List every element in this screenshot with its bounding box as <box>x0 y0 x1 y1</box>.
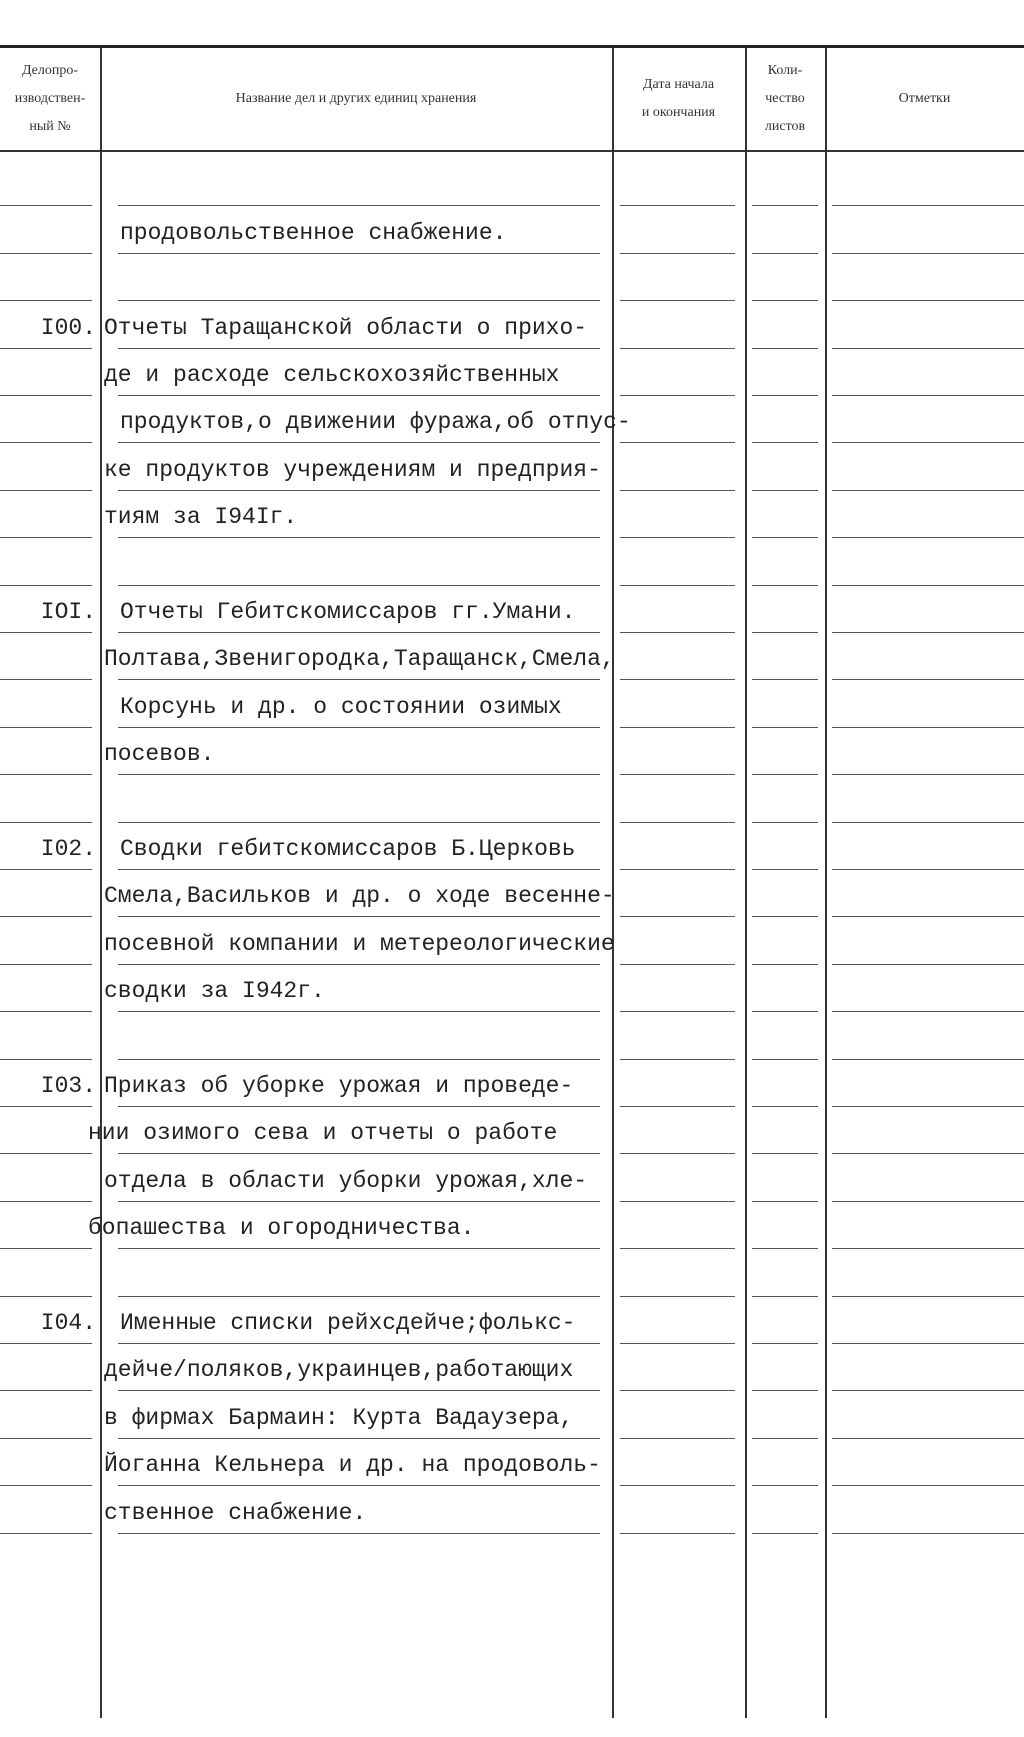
case-title-line: посевной компании и метереологические <box>104 930 615 957</box>
row-underline <box>752 1533 818 1534</box>
table-row <box>0 1012 1024 1059</box>
case-title-line: Смела,Васильков и др. о ходе весенне- <box>104 883 615 910</box>
table-row <box>0 159 1024 206</box>
table-row <box>0 1391 1024 1438</box>
header-bottom-border <box>0 150 1024 152</box>
case-number: I04. <box>40 1309 96 1336</box>
table-row <box>0 870 1024 917</box>
table-row <box>0 680 1024 727</box>
table-row <box>0 1297 1024 1344</box>
case-title-line: Именные списки рейхсдейче;фолькс- <box>120 1309 576 1336</box>
header-number: Делопро- изводствен- ный № <box>14 63 86 134</box>
table-row <box>0 1202 1024 1249</box>
table-row <box>0 1486 1024 1533</box>
case-title-line: Корсунь и др. о состоянии озимых <box>120 693 562 720</box>
header-notes: Отметки <box>898 91 951 106</box>
row-underline <box>832 1533 1024 1534</box>
case-title-line: ке продуктов учреждениям и предприя- <box>104 456 601 483</box>
table-row <box>0 965 1024 1012</box>
table-row <box>0 396 1024 443</box>
case-title-line: Отчеты Таращанской области о прихо- <box>104 314 588 341</box>
case-title-line: посевов. <box>104 741 215 768</box>
case-title-line: Приказ об уборке урожая и проведе- <box>104 1072 574 1099</box>
table-row <box>0 349 1024 396</box>
case-title-line: Отчеты Гебитскомиссаров гг.Умани. <box>120 598 576 625</box>
row-underline <box>620 1533 735 1534</box>
table-row <box>0 206 1024 253</box>
case-number: I03. <box>40 1072 96 1099</box>
case-title-line: тиям за I94Iг. <box>104 504 298 531</box>
table-row <box>0 775 1024 822</box>
header-title: Название дел и других единиц хранения <box>235 91 477 106</box>
table-row <box>0 254 1024 301</box>
case-title-line: продуктов,о движении фуража,об отпус- <box>120 409 631 436</box>
case-title-line: сводки за I942г. <box>104 978 325 1005</box>
table-row <box>0 823 1024 870</box>
table-row <box>0 1107 1024 1154</box>
case-title-line: ственное снабжение. <box>104 1499 367 1526</box>
table-row <box>0 1344 1024 1391</box>
table-row <box>0 491 1024 538</box>
table-row <box>0 917 1024 964</box>
case-title-line: Йоганна Кельнера и др. на продоволь- <box>104 1452 601 1479</box>
table-row <box>0 586 1024 633</box>
case-title-line: бопашества и огородничества. <box>88 1215 475 1242</box>
table-row <box>0 1249 1024 1296</box>
table-row <box>0 1154 1024 1201</box>
case-title-line: отдела в области уборки урожая,хле- <box>104 1167 588 1194</box>
case-title-line: нии озимого сева и отчеты о работе <box>88 1120 558 1147</box>
table-row <box>0 538 1024 585</box>
row-underline <box>0 1533 92 1534</box>
table-row <box>0 301 1024 348</box>
table-row <box>0 1060 1024 1107</box>
row-underline <box>118 1533 600 1534</box>
case-number: IOI. <box>40 598 96 625</box>
table-row <box>0 1439 1024 1486</box>
table-row <box>0 633 1024 680</box>
table-row <box>0 443 1024 490</box>
case-title-line: продовольственное снабжение. <box>120 219 507 246</box>
case-title-line: в фирмах Бармаин: Курта Вадаузера, <box>104 1404 574 1431</box>
case-title-line: Сводки гебитскомиссаров Б.Церковь <box>120 835 576 862</box>
table-row <box>0 728 1024 775</box>
case-title-line: дейче/поляков,украинцев,работающих <box>104 1357 574 1384</box>
header-sheets: Коли- чество листов <box>764 63 806 134</box>
case-title-line: де и расходе сельскохозяйственных <box>104 361 560 388</box>
case-number: I02. <box>40 835 96 862</box>
header-dates: Дата начала и окончания <box>641 77 716 120</box>
case-title-line: Полтава,Звенигородка,Таращанск,Смела, <box>104 646 615 673</box>
case-number: I00. <box>40 314 96 341</box>
